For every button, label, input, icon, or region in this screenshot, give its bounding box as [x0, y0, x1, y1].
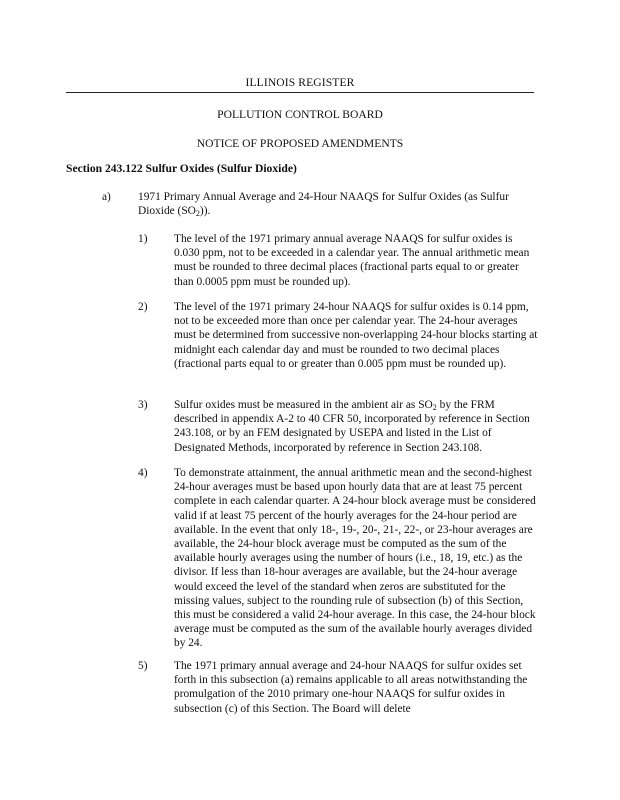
item-3-text-post: by the FRM described in appendix A-2 to 40 CFR 50, incorporated by reference in Section 243.108, or by an FEM designated by USEPA and listed in the List of Designated Methods, incorporated by reference in Section 243.108.: [174, 399, 530, 454]
subsection-a-label: a): [102, 191, 111, 203]
item-2-text: The level of the 1971 primary 24-hour NAAQS for sulfur oxides is 0.14 ppm, not to be exceeded more than once per calendar year. The 24-hour averages must be determined from successive non-overlapping 24-hour blocks starting at midnight each calendar day and must be rounded to two decimal places (fractional parts equal to or greater than 0.005 ppm must be rounded up).: [174, 301, 538, 370]
subsection-a-subscript: 2: [195, 209, 200, 219]
item-2-number: 2): [138, 301, 148, 313]
item-3-text: [174, 398, 538, 455]
item-5-text: The 1971 primary annual average and 24-hour NAAQS for sulfur oxides set forth in this subsection (a) remains applicable to all areas notwithstanding the promulgation of the 2010 primary one-hour NAAQS for sulfur oxides in subsection (c) of this Section. The Board will delete: [174, 660, 528, 715]
board-name: POLLUTION CONTROL BOARD: [217, 108, 383, 121]
item-5-number: 5): [138, 660, 148, 672]
notice-title: NOTICE OF PROPOSED AMENDMENTS: [196, 137, 404, 150]
item-4-number: 4): [138, 467, 148, 479]
section-heading: Section 243.122 Sulfur Oxides (Sulfur Dioxide): [66, 162, 297, 175]
item-3-subscript: 2: [432, 403, 437, 412]
subsection-a-text: [138, 190, 538, 218]
item-3-text-pre: Sulfur oxides must be measured in the ambient air as SO: [174, 399, 433, 411]
subsection-a-text-pre: 1971 Primary Annual Average and 24-Hour NAAQS for Sulfur Oxides (as Sulfur Dioxide (SO: [138, 191, 509, 218]
register-header: ILLINOIS REGISTER: [66, 76, 534, 93]
item-1-text: The level of the 1971 primary annual average NAAQS for sulfur oxides is 0.030 ppm, not to be exceeded in a calendar year. The annual arithmetic mean must be rounded to three decimal places (fractional parts equal to or greater than 0.0005 ppm must be rounded up).: [174, 233, 530, 288]
subsection-a-text-post: )).: [199, 205, 211, 218]
item-4-text: To demonstrate attainment, the annual arithmetic mean and the second-highest 24-hour averages must be based upon hourly data that are at least 75 percent complete in each calendar quarter. A 24-hour block average must be considered valid if at least 75 percent of the hourly averages for the 24-hour period are available. In the event that only 18-, 19-, 20-, 21-, 22-, or 23-hour averages are available, the 24-hour block average must be computed as the sum of the available hourly averages using the number of hours (i.e., 18, 19, etc.) as the divisor. If less than 18-hour averages are available, but the 24-hour average would exceed the level of the standard when zeros are substituted for the missing values, subject to the rounding rule of subsection (b) of this Section, this must be considered a valid 24-hour average. In this case, the 24-hour block average must be computed as the sum of the available hourly averages divided by 24.: [174, 467, 536, 650]
item-1-number: 1): [138, 233, 148, 245]
item-3-number: 3): [138, 399, 148, 411]
